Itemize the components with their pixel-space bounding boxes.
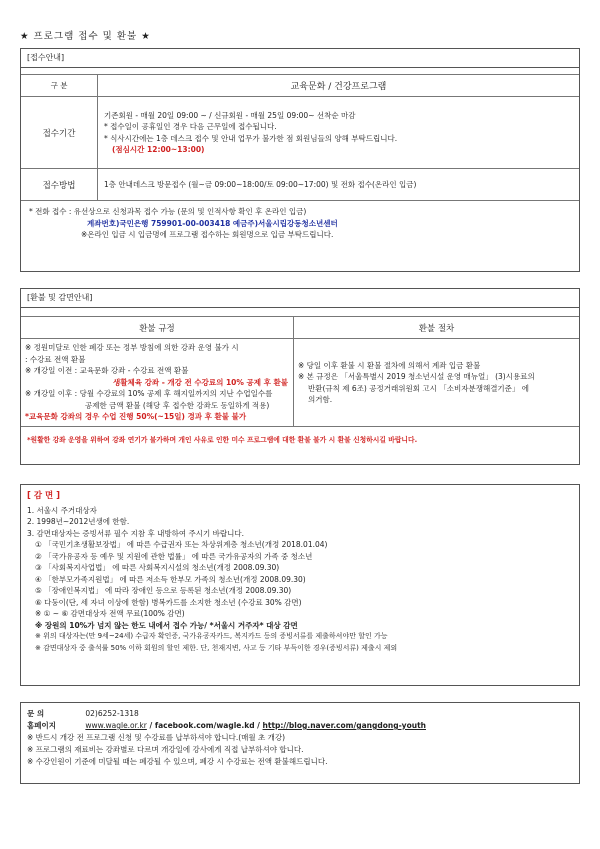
rule-line: 생활체육 강좌 - 개강 전 수강료의 10% 공제 후 환불	[113, 377, 288, 387]
contact-note: ※ 수강인원이 기준에 미달될 때는 폐강될 수 있으며, 폐강 시 수강료는 전액 환불해드립니다.	[27, 757, 328, 766]
procedure-cell	[294, 339, 580, 427]
period-line: * 식사시간에는 1층 데스크 접수 및 안내 업무가 불가한 점 회원님들의 양해 부탁드립니다.	[104, 133, 398, 143]
discount-item: 2. 1998년~2012년생에 한함.	[27, 517, 130, 526]
discount-section	[20, 484, 580, 686]
discount-item: ※ ① ~ ⑥ 감면대상자 전액 무료(100% 감면)	[35, 609, 185, 618]
homepage-link[interactable]: www.wagle.or.kr	[85, 721, 147, 730]
discount-item: ③ 「사회복지사업법」 에 따른 사회복지시설의 청소년(개정 2008.09.30)	[35, 563, 280, 572]
procedure-line: 의거함.	[308, 395, 333, 404]
period-cell	[98, 97, 580, 169]
procedure-line: 반환(규칙 제 6조) 공정거래위원회 고시 「소비자분쟁해결기준」 에	[308, 383, 530, 393]
col-label: 구 분	[21, 75, 98, 97]
rule-line: *교육문화 강좌의 경우 수업 진행 50%(~15일) 경과 후 환불 불가	[25, 412, 247, 422]
method-label: 접수방법	[21, 169, 98, 201]
period-line: 기존회원 - 매월 20일 09:00 ~ / 신규회원 - 매월 25일 09:00~ 선착순 마감	[104, 110, 356, 120]
discount-item: ① 「국민기초생활보장법」 에 따른 수급권자 또는 차상위계층 청소년(개정 2018.01.04)	[35, 540, 328, 549]
homepage-separator: / facebook.com/wagle.kd /	[146, 721, 263, 730]
procedure-line: ※ 본 규정은 「서울특별시 2019 청소년시설 운영 매뉴얼」 (3)시용료의	[298, 372, 535, 381]
rule-line: 공제한 금액 환불 (해당 후 접수한 강좌도 동일하게 적용)	[85, 400, 270, 410]
col-value: 교육문화 / 건강프로그램	[98, 75, 580, 97]
blog-link[interactable]: http://blog.naver.com/gangdong-youth	[262, 721, 426, 730]
reception-section	[20, 48, 580, 272]
account-note: ※온라인 입금 시 입금명에 프로그램 접수하는 회원명으로 입금 부탁드립니다.	[81, 230, 334, 239]
phone-note: * 전화 접수 : 유선상으로 신청과목 접수 가능 (문의 및 인적사항 확인 후 온라인 입금)	[29, 207, 307, 216]
rule-line: ※ 개강일 이후 : 당월 수강료의 10% 공제 후 해지일까지의 지난 수업일수를	[25, 389, 273, 399]
discount-item: ⑥ 다둥이(단, 세 자녀 이상에 한함) 병복카드를 소지한 청소년 (수강료 30% 감면)	[35, 597, 302, 607]
account-info: 계좌번호)국민은행 759901-00-003418 예금주)서울시립강동청소년센터	[87, 218, 338, 228]
page-title: ★ 프로그램 접수 및 환불 ★	[20, 31, 151, 42]
discount-heading: [ 감 면 ]	[27, 491, 61, 501]
period-label: 접수기간	[21, 97, 98, 169]
refund-notice: *원활한 강좌 운영을 위하여 강좌 연기가 불가하며 개인 사유로 인한 미수 프로그램에 대한 환불 불가 시 환불 신청하시길 바랍니다.	[27, 436, 418, 444]
discount-item: ※ 감면대상자 중 출석률 50% 이하 회원의 할인 제한. 단, 천재지변, 사고 등 기타 부득이한 경우(증빙서류) 제출시 제외	[35, 643, 398, 652]
procedure-header: 환불 절차	[294, 317, 580, 339]
discount-item: ※ 위의 대상자는(만 9세~24세) 수급자 확인증, 국가유공자카드, 복지카드 등의 증빙서류를 제출하셔야만 할인 가능	[35, 632, 388, 640]
reception-table	[21, 74, 579, 201]
method-value: 1층 안내데스크 방문접수 (월~금 09:00~18:00/토 09:00~17:00) 및 전화 접수(온라인 입금)	[98, 169, 580, 201]
refund-heading: [환불 및 감면안내]	[21, 289, 579, 308]
phone-number: 02)6252-1318	[85, 709, 139, 718]
rules-header: 환불 규정	[21, 317, 294, 339]
discount-item: ⑤ 「장애인복지법」 에 따라 장애인 등으로 등록된 청소년(개정 2008.09.30)	[35, 586, 292, 595]
discount-item: ② 「국가유공자 등 예우 및 지원에 관한 법률」 에 따른 국가유공자의 가족 중 청소년	[35, 551, 313, 561]
period-line: * 접수일이 공휴일인 경우 다음 근무일에 접수됩니다.	[104, 122, 277, 131]
reception-heading: [접수안내]	[21, 49, 579, 68]
refund-section	[20, 288, 580, 465]
discount-item: 1. 서울시 주거대상자	[27, 505, 97, 515]
discount-item: ④ 「한부모가족지원법」 에 따른 저소득 한부모 가족의 청소년(개정 2008.09.30)	[35, 574, 306, 584]
discount-item: ※ 장원의 10%가 넘지 않는 한도 내에서 접수 가능/ *서울시 거주자* 대상 감면	[35, 620, 298, 630]
homepage-label: 홈페이지	[27, 721, 56, 730]
contact-note: ※ 반드시 개강 전 프로그램 신청 및 수강료를 납부하셔야 합니다.(매월 초 개강)	[27, 733, 286, 742]
inquiry-label: 문 의	[27, 709, 45, 718]
rule-line: : 수강료 전액 환불	[25, 354, 86, 364]
discount-item: 3. 감면대상자는 증빙서류 필수 지참 후 내방하여 주시기 바랍니다.	[27, 528, 244, 538]
refund-table	[21, 316, 579, 427]
contact-note: ※ 프로그램의 재료비는 강좌별로 다르며 개강일에 강사에게 직접 납부하셔야 합니다.	[27, 745, 304, 754]
lunch-time: (점심시간 12:00~13:00)	[112, 145, 205, 154]
rule-line: ※ 개강일 이전 : 교육문화 강좌 - 수강료 전액 환불	[25, 366, 189, 376]
rule-line: ※ 정원미달로 인한 폐강 또는 정부 방침에 의한 강좌 운영 불가 시	[25, 343, 239, 353]
procedure-line: ※ 당일 이후 환불 시 환불 절차에 의해서 계좌 입금 환불	[298, 360, 481, 370]
contact-section	[20, 702, 580, 784]
rules-cell	[21, 339, 294, 427]
